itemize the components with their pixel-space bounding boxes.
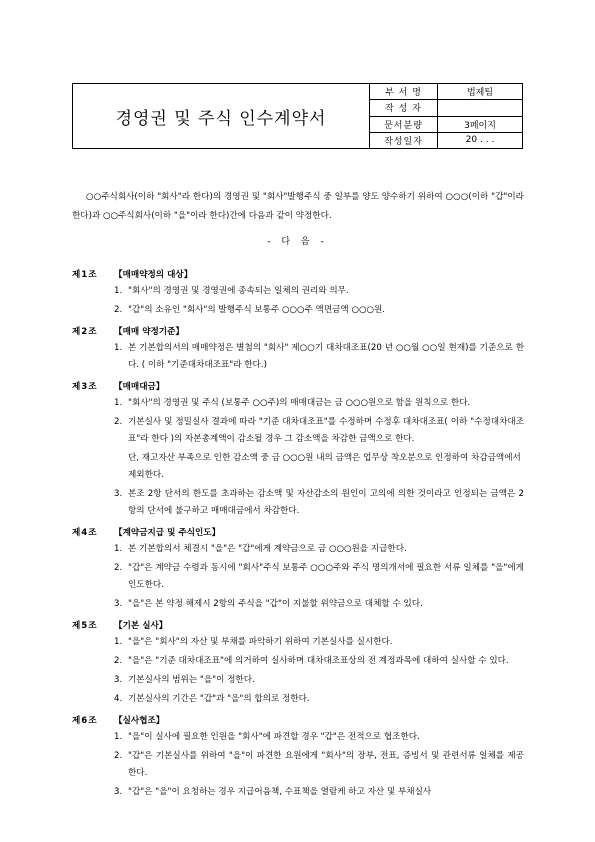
article-item [114,395,524,412]
item-text: "을"은 "회사"의 자산 및 부채를 파악하기 위하여 기본실사를 실시한다. [128,637,393,647]
article-item [114,283,524,300]
item-number: 1. [114,637,123,647]
article-title: 【매매약정의 대상】 [114,269,193,280]
article [72,710,524,801]
item-number: 3. [114,787,123,797]
article-number: 제2조 [72,326,98,337]
item-text: "갑"의 소유인 "회사"의 발행주식 보통주 ○○○주 액면금액 ○○○원. [128,305,385,315]
article-title: 【매매 약정기준】 [114,326,184,337]
item-text: 본 기본합의서 체결시 "을"은 "갑"에게 계약금으로 금 ○○○원을 지급한다. [128,544,407,554]
article-items [114,634,524,708]
article [72,522,524,613]
item-text: "갑"은 계약금 수령과 동시에 "회사"주식 보통주 ○○○주와 주식 명의개서에 필요한 서류 일체를 "을"에게 인도한다. [128,563,524,590]
article-heading [72,321,524,340]
section-separator: - 다 음 - [267,237,328,247]
info-row-author [370,100,522,116]
info-label: 문서분량 [370,117,438,132]
item-number: 4. [114,694,123,704]
info-row-department [370,84,522,100]
article-heading [72,615,524,634]
intro-text: ○○주식회사(이하 "회사"라 한다)의 경영권 및 "회사"발행주식 중 일부를 양도 양수하기 위하여 ○○○(이하 "갑"이라 한다)과 ○○주식회사(이하 "을"이라 한다)간에 다음과 같이 약정한다. [72,192,524,221]
article-items [114,340,524,374]
article-item [114,596,524,613]
item-number: 1. [114,286,123,296]
item-number: 2. [114,305,123,315]
article-title: 【계약금지급 및 주식인도】 [114,527,221,538]
item-text: "을"은 "기준 대차대조표"에 의거하여 실사하며 대차대조표상의 전 계정과목에 대하여 실사할 수 있다. [128,656,509,666]
title-cell [73,84,370,148]
article-item [114,302,524,319]
item-number: 3. [114,489,123,499]
info-label: 작 성 자 [370,100,438,115]
item-number: 2. [114,563,123,573]
article-item [114,340,524,374]
info-label: 부 서 명 [370,84,438,99]
item-number: 3. [114,599,123,609]
item-text: 기본실사 및 정밀실사 결과에 따라 "기준 대차대조표"를 수정하며 수정후 대차대조표( 이하 "수정대차대조표"라 한다 )의 자본총계액이 감소될 경우 그 감소액을 차감한 금액으로 한다. [128,417,524,444]
info-value: 법제팀 [466,88,494,99]
article-number: 제4조 [72,527,98,538]
article-number: 제1조 [72,269,98,280]
article [72,264,524,319]
info-row-date [370,133,522,148]
item-text: 기본실사의 범위는 "을"이 정한다. [128,675,255,685]
article-title: 【매매대금】 [114,381,165,392]
article-item [114,634,524,651]
article-item [114,672,524,689]
article-item [114,560,524,594]
item-text: "갑"은 기본실사를 위하여 "을"이 파견한 요원에게 "회사"의 장부, 전표, 증빙서 및 관련서류 일체를 제공한다. [128,751,524,778]
article-item [114,748,524,782]
item-number: 1. [114,544,123,554]
article-item [114,784,524,801]
item-number: 1. [114,732,123,742]
item-text: "회사"의 경영권 및 주식 (보통주 ○○주)의 매매대금는 금 ○○○원으로 함을 원칙으로 한다. [128,398,471,408]
article [72,376,524,520]
item-note: 단, 재고자산 부족으로 인한 감소액 중 금 ○○○원 내의 금액은 업무상 착오분으로 인정하여 차감금액에서 제외한다. [128,453,521,480]
item-number: 1. [114,398,123,408]
item-text: 본 기본합의서의 매매약정은 별첨의 "회사" 제○○기 대차대조표(20 년 ○○월 ○○일 현재)를 기준으로 한다. ( 이하 "기준대차대조표"라 한다.) [128,343,524,370]
article-heading [72,376,524,395]
article-items [114,395,524,520]
article [72,615,524,708]
item-text: 본조 2항 단서의 한도를 초과하는 감소액 및 자산감소의 원인이 고의에 의한 것이라고 인정되는 금액은 2항의 단서에 불구하고 매매대금에서 차감한다. [128,489,524,516]
document-title: 경영권 및 주식 인수계약서 [115,108,327,129]
article-item [114,653,524,670]
article-heading [72,264,524,283]
item-number: 2. [114,751,123,761]
item-text: "을"은 본 약정 해제시 2항의 주식을 "갑"이 지불할 위약금으로 대체할 수 있다. [128,599,423,609]
intro-paragraph [72,188,524,226]
document-header-table [72,83,523,149]
item-number: 1. [114,343,123,353]
item-text: "갑"은 "을"이 요청하는 경우 지급어음책, 수표책을 열람케 하고 자산 및 부채실사 [128,787,432,797]
item-text: "을"이 실사에 필요한 인원을 "회사"에 파견할 경우 "갑"은 전적으로 협조한다. [128,732,420,742]
article-heading [72,522,524,541]
article-item [114,541,524,558]
article-item [114,414,524,448]
article-items [114,283,524,319]
article [72,321,524,374]
article-items [114,541,524,613]
info-label: 작성일자 [370,133,438,148]
item-number: 2. [114,656,123,666]
item-number: 2. [114,417,123,427]
info-value: 20 . . . [465,135,495,146]
article-item [114,691,524,708]
info-value: 3페이지 [464,120,496,131]
document-info-table [370,84,522,148]
article-heading [72,710,524,729]
article-number: 제5조 [72,620,98,631]
article-title: 【기본 실사】 [114,620,168,631]
article-items [114,729,524,801]
articles-list [72,264,524,803]
article-item [114,486,524,520]
info-row-pages [370,117,522,133]
item-number: 3. [114,675,123,685]
article-number: 제3조 [72,381,98,392]
article-title: 【실사협조】 [114,715,165,726]
article-item [114,729,524,746]
article-number: 제6조 [72,715,98,726]
item-text: "회사"의 경영권 및 경영권에 종속되는 일체의 권리와 의무. [128,286,349,296]
info-value [438,100,522,115]
item-text: 기본실사의 기간은 "갑"과 "을"의 합의로 정한다. [128,694,310,704]
